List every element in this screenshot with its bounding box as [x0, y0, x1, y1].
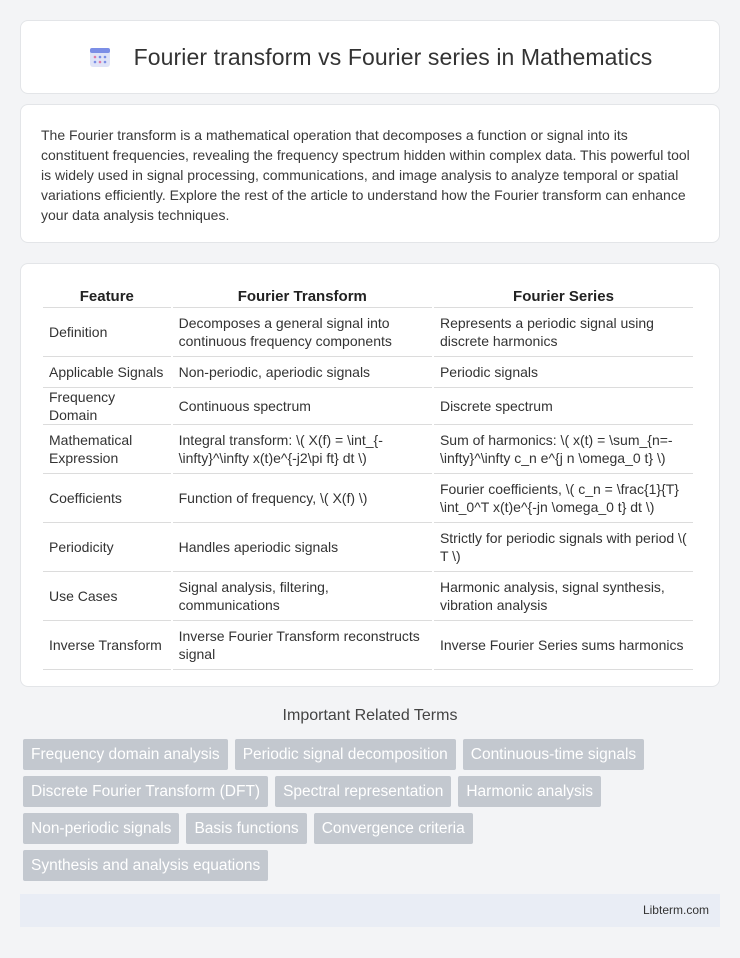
- table-cell: Strictly for periodic signals with period \( T \): [434, 523, 693, 572]
- table-cell: Coefficients: [43, 474, 171, 523]
- table-cell: Inverse Fourier Transform reconstructs signal: [173, 621, 432, 670]
- table-row: [43, 425, 693, 474]
- related-terms-title: Important Related Terms: [282, 707, 458, 724]
- table-cell: Mathematical Expression: [43, 425, 171, 474]
- table-cell: Integral transform: \( X(f) = \int_{-\infty}^\infty x(t)e^{-j2\pi ft} dt \): [173, 425, 432, 474]
- page-title: Fourier transform vs Fourier series in Mathematics: [133, 43, 653, 70]
- table-cell: Periodicity: [43, 523, 171, 572]
- related-terms-list: [23, 739, 703, 887]
- calendar-grid-icon: [88, 45, 112, 69]
- related-term-tag[interactable]: Basis functions: [186, 813, 306, 844]
- table-row: [43, 523, 693, 572]
- table-row: [43, 357, 693, 388]
- table-cell: Applicable Signals: [43, 357, 171, 388]
- related-term-tag[interactable]: Harmonic analysis: [458, 776, 601, 807]
- table-cell: Inverse Transform: [43, 621, 171, 670]
- related-term-tag[interactable]: Non-periodic signals: [23, 813, 179, 844]
- table-cell: Fourier coefficients, \( c_n = \frac{1}{T} \int_0^T x(t)e^{-jn \omega_0 t} dt \): [434, 474, 693, 523]
- comparison-table-card: [20, 263, 720, 687]
- table-cell: Discrete spectrum: [434, 388, 693, 425]
- related-term-tag[interactable]: Synthesis and analysis equations: [23, 850, 268, 881]
- comparison-table: [41, 284, 695, 670]
- table-cell: Use Cases: [43, 572, 171, 621]
- related-term-tag[interactable]: Convergence criteria: [314, 813, 473, 844]
- header-card: [20, 20, 720, 94]
- table-cell: Harmonic analysis, signal synthesis, vibration analysis: [434, 572, 693, 621]
- column-header: Fourier Transform: [173, 284, 432, 308]
- intro-card: [20, 104, 720, 243]
- table-cell: Non-periodic, aperiodic signals: [173, 357, 432, 388]
- table-cell: Periodic signals: [434, 357, 693, 388]
- table-row: [43, 308, 693, 357]
- related-term-tag[interactable]: Periodic signal decomposition: [235, 739, 456, 770]
- table-cell: Sum of harmonics: \( x(t) = \sum_{n=-\infty}^\infty c_n e^{j n \omega_0 t} \): [434, 425, 693, 474]
- table-cell: Continuous spectrum: [173, 388, 432, 425]
- table-row: [43, 474, 693, 523]
- table-cell: Represents a periodic signal using discrete harmonics: [434, 308, 693, 357]
- table-cell: Frequency Domain: [43, 388, 171, 425]
- table-cell: Inverse Fourier Series sums harmonics: [434, 621, 693, 670]
- table-row: [43, 572, 693, 621]
- related-term-tag[interactable]: Discrete Fourier Transform (DFT): [23, 776, 268, 807]
- column-header: Feature: [43, 284, 171, 308]
- related-term-tag[interactable]: Spectral representation: [275, 776, 451, 807]
- column-header: Fourier Series: [434, 284, 693, 308]
- table-cell: Definition: [43, 308, 171, 357]
- related-term-tag[interactable]: Frequency domain analysis: [23, 739, 228, 770]
- table-row: [43, 621, 693, 670]
- table-cell: Signal analysis, filtering, communications: [173, 572, 432, 621]
- table-header-row: [43, 284, 693, 308]
- footer-brand-link[interactable]: Libterm.com: [642, 903, 709, 917]
- related-term-tag[interactable]: Continuous-time signals: [463, 739, 644, 770]
- table-cell: Function of frequency, \( X(f) \): [173, 474, 432, 523]
- footer: [20, 894, 720, 927]
- table-cell: Decomposes a general signal into continuous frequency components: [173, 308, 432, 357]
- table-row: [43, 388, 693, 425]
- table-cell: Handles aperiodic signals: [173, 523, 432, 572]
- intro-paragraph: The Fourier transform is a mathematical operation that decomposes a function or signal into its constituent frequencies, revealing the frequency spectrum hidden within complex data. This powerful tool is widely used in signal processing, communications, and image analysis to analyze temporal or spatial variations efficiently. Explore the rest of the article to understand how the Fourier transform can enhance your data analysis techniques.: [41, 127, 690, 223]
